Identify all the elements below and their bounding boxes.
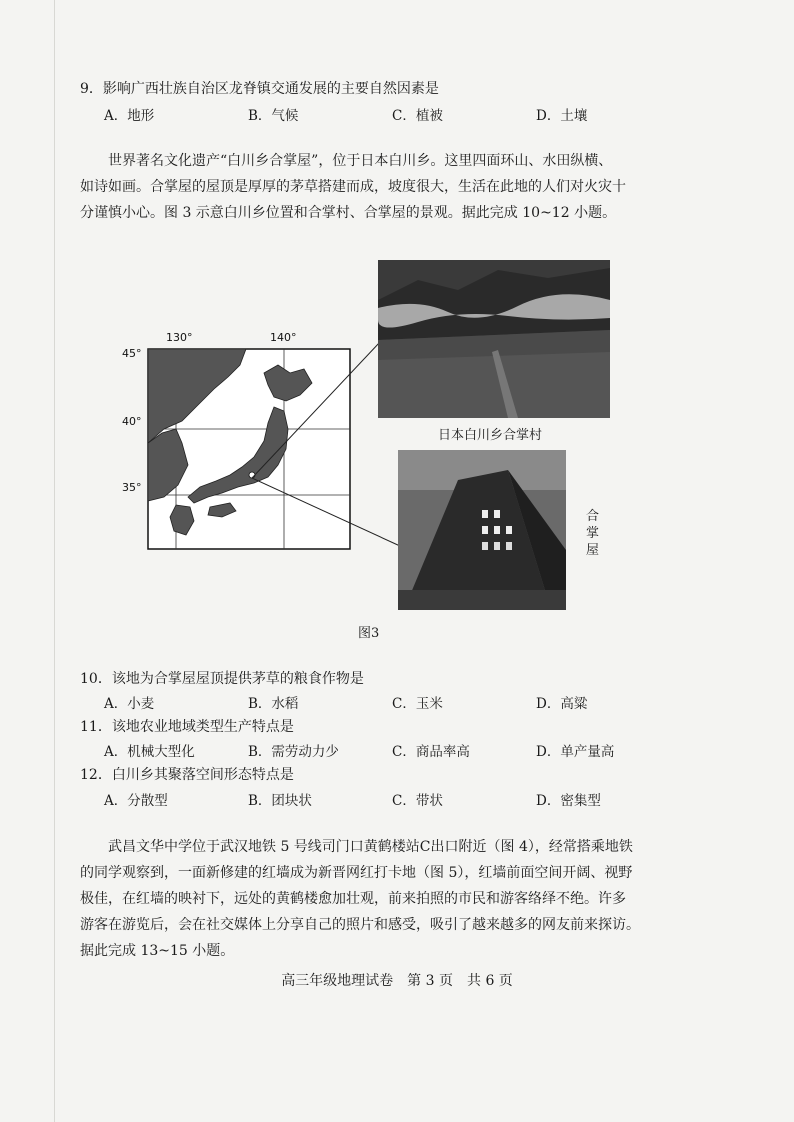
q10-option-c: C．玉米 xyxy=(392,696,443,712)
passage2-line: 的同学观察到，一面新修建的红墙成为新晋网红打卡地（图 5），红墙前面空间开阔、视野 xyxy=(80,865,633,881)
q9-option-c: C．植被 xyxy=(392,108,443,124)
q12-option-c: C．带状 xyxy=(392,793,443,809)
q9-option-a: A．地形 xyxy=(104,108,155,124)
caption-village: 日本白川乡合掌村 xyxy=(438,428,543,443)
passage1-line: 分谨慎小心。图 3 示意白川乡位置和合掌村、合掌屋的景观。据此完成 10~12 小题。 xyxy=(80,205,617,221)
q12-option-a: A．分散型 xyxy=(104,793,168,809)
photo-shirakawa-village xyxy=(378,260,610,418)
q10-option-b: B．水稻 xyxy=(248,696,299,712)
q12-option-b: B．团块状 xyxy=(248,793,312,809)
passage2-line: 武昌文华中学位于武汉地铁 5 号线司门口黄鹤楼站C出口附近（图 4），经常搭乘地铁 xyxy=(108,839,633,855)
passage1-line: 世界著名文化遗产“白川乡合掌屋”，位于日本白川乡。这里四面环山、水田纵横、 xyxy=(108,153,613,169)
lat-label-45: 45° xyxy=(122,347,142,360)
q9-option-b: B．气候 xyxy=(248,108,299,124)
lon-label-130: 130° xyxy=(166,331,193,344)
page-edge-line xyxy=(54,0,55,1122)
question-11-stem: 11．该地农业地域类型生产特点是 xyxy=(80,719,294,735)
caption-house: 合掌屋 xyxy=(586,509,600,558)
q12-option-d: D．密集型 xyxy=(536,793,601,809)
question-9-stem: 9．影响广西壮族自治区龙脊镇交通发展的主要自然因素是 xyxy=(80,81,439,97)
q11-option-b: B．需劳动力少 xyxy=(248,744,339,760)
q10-option-d: D．高粱 xyxy=(536,696,588,712)
question-10-stem: 10．该地为合掌屋屋顶提供茅草的粮食作物是 xyxy=(80,671,364,687)
passage1-line: 如诗如画。合掌屋的屋顶是厚厚的茅草搭建而成，坡度很大，生活在此地的人们对火灾十 xyxy=(80,179,626,195)
lat-label-35: 35° xyxy=(122,481,142,494)
lon-label-140: 140° xyxy=(270,331,297,344)
figure-3-label: 图3 xyxy=(358,626,380,641)
passage-shirakawa xyxy=(80,148,690,226)
q11-option-d: D．单产量高 xyxy=(536,744,615,760)
q10-option-a: A．小麦 xyxy=(104,696,155,712)
page-footer: 高三年级地理试卷 第 3 页 共 6 页 xyxy=(281,973,513,989)
passage2-line: 据此完成 13~15 小题。 xyxy=(80,943,235,959)
passage2-line: 极佳，在红墙的映衬下，远处的黄鹤楼愈加壮观，前来拍照的市民和游客络绎不绝。许多 xyxy=(80,891,626,907)
passage2-line: 游客在游览后，会在社交媒体上分享自己的照片和感受，吸引了越来越多的网友前来探访。 xyxy=(80,917,640,933)
q11-option-a: A．机械大型化 xyxy=(104,744,195,760)
passage-wuchang xyxy=(80,834,690,964)
question-12-stem: 12．白川乡其聚落空间形态特点是 xyxy=(80,767,294,783)
lat-label-40: 40° xyxy=(122,415,142,428)
photo-gassho-house xyxy=(398,450,566,610)
q11-option-c: C．商品率高 xyxy=(392,744,470,760)
q9-option-d: D．土壤 xyxy=(536,108,588,124)
